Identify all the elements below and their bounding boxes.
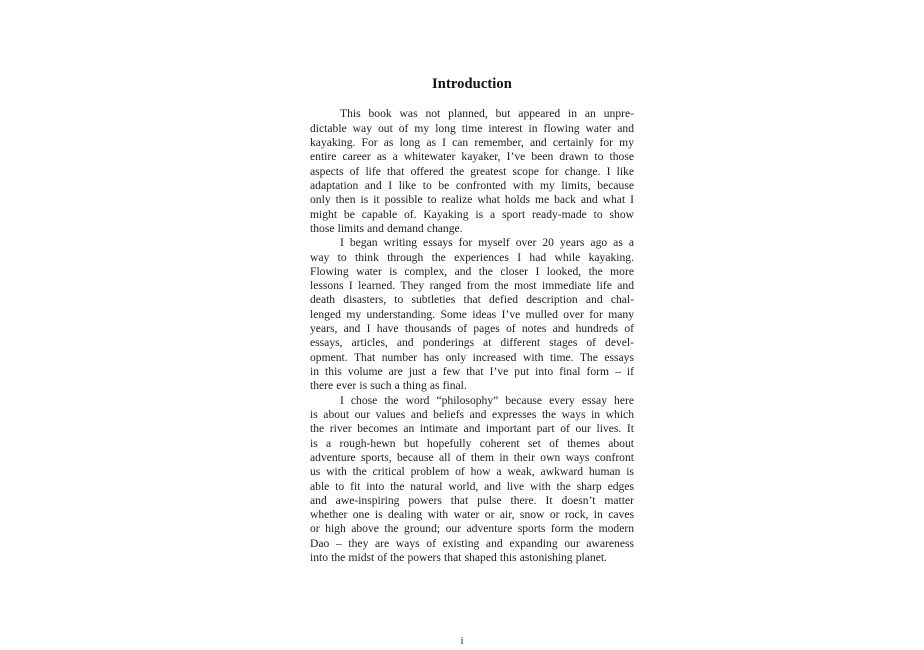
text-line: might be capable of. Kayaking is a sport ready-made to show xyxy=(310,207,634,221)
body-paragraph-3 xyxy=(310,394,634,566)
text-line: is a rough-hewn but hopefully coherent set of themes about xyxy=(310,436,634,450)
text-line: lessons I learned. They ranged from the most immediate life and xyxy=(310,279,634,293)
page-title: Introduction xyxy=(432,76,512,92)
text-line: opment. That number has only increased with time. The essays xyxy=(310,350,634,364)
text-line: there ever is such a thing as final. xyxy=(310,379,467,393)
text-line: able to fit into the natural world, and live with the sharp edges xyxy=(310,479,634,493)
text-line: whether one is dealing with water or air, snow or rock, in caves xyxy=(310,508,634,522)
text-line: way to think through the experiences I had while kayaking. xyxy=(310,250,634,264)
text-line: only then is it possible to realize what holds me back and what I xyxy=(310,193,634,207)
text-line: or high above the ground; our adventure sports form the modern xyxy=(310,522,634,536)
text-line: years, and I have thousands of pages of notes and hundreds of xyxy=(310,322,634,336)
text-line: Flowing water is complex, and the closer I looked, the more xyxy=(310,264,634,278)
text-line: I began writing essays for myself over 20 years ago as a xyxy=(340,236,634,250)
text-line: those limits and demand change. xyxy=(310,221,463,235)
body-paragraph-1 xyxy=(310,107,634,236)
text-line: aspects of life that offered the greatest scope for change. I like xyxy=(310,164,634,178)
text-line: death disasters, to subtleties that defied description and chal- xyxy=(310,293,634,307)
text-column xyxy=(310,76,634,565)
text-line: into the midst of the powers that shaped this astonishing planet. xyxy=(310,551,607,565)
text-line: adaptation and I like to be confronted with my limits, because xyxy=(310,178,634,192)
text-line: the river becomes an intimate and important part of our lives. It xyxy=(310,422,634,436)
text-line: I chose the word “philosophy” because every essay here xyxy=(340,393,634,407)
text-line: in this volume are just a few that I’ve put into final form – if xyxy=(310,365,634,379)
text-line: is about our values and beliefs and expresses the ways in which xyxy=(310,407,634,421)
text-line: dictable way out of my long time interest in flowing water and xyxy=(310,121,634,135)
body-paragraph-2 xyxy=(310,236,634,393)
text-line: kayaking. For as long as I can remember, and certainly for my xyxy=(310,136,634,150)
text-line: lenged my understanding. Some ideas I’ve mulled over for many xyxy=(310,307,634,321)
text-line: Dao – they are ways of existing and expanding our awareness xyxy=(310,536,634,550)
page-number: i xyxy=(460,635,464,647)
text-line: This book was not planned, but appeared in an unpre- xyxy=(340,107,634,121)
text-line: us with the critical problem of how a weak, awkward human is xyxy=(310,465,634,479)
text-line: adventure sports, because all of them in their own ways confront xyxy=(310,450,634,464)
text-line: entire career as a whitewater kayaker, I’ve been drawn to those xyxy=(310,150,634,164)
text-line: and awe-inspiring powers that pulse there. It doesn’t matter xyxy=(310,493,634,507)
text-line: essays, articles, and ponderings at different stages of devel- xyxy=(310,336,634,350)
